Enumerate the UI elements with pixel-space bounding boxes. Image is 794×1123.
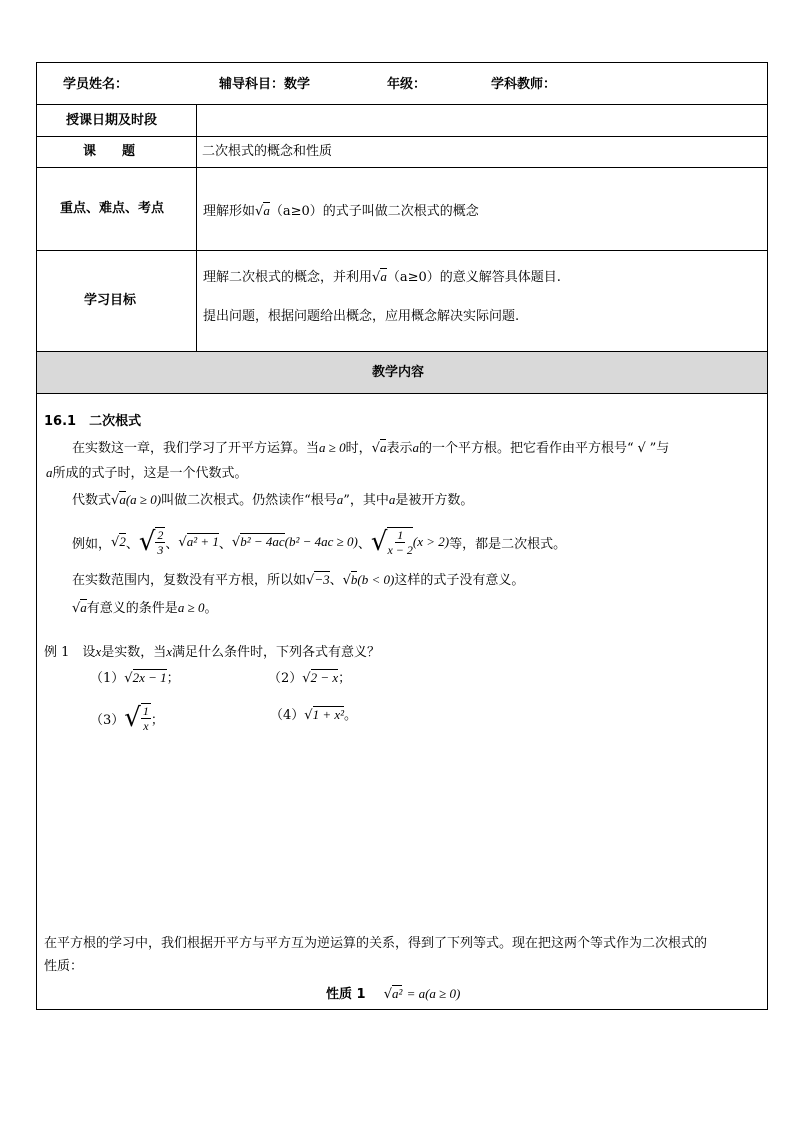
table-border-bottom: [36, 1009, 768, 1010]
sqrt-expression: √a² + 1: [178, 534, 219, 550]
sqrt-expression: √2x − 1: [124, 670, 167, 686]
row-divider: [36, 393, 768, 394]
goal-label: 学习目标: [84, 293, 137, 308]
sqrt-expression: √a: [255, 203, 270, 219]
student-name-label: 学员姓名：: [63, 77, 129, 92]
section-header: 教学内容: [372, 365, 425, 380]
goal-line-1: 理解二次根式的概念，并利用√a（a≥0）的意义解答具体题目.: [203, 269, 561, 285]
sqrt-expression: √a: [371, 440, 387, 456]
sqrt-expression: √a: [72, 600, 87, 616]
sqrt-fraction: √ 2 3: [138, 527, 164, 557]
date-label: 授课日期及时段: [66, 113, 158, 128]
sqrt-expression: √b² − 4ac: [231, 534, 285, 550]
sqrt-expression: √a: [372, 269, 387, 285]
sqrt-expression: √a²: [383, 986, 403, 1002]
sqrt-expression: √a: [111, 492, 126, 508]
radical-sign: √: [372, 270, 381, 285]
example-1-question: 例 1 设x是实数，当x满足什么条件时，下列各式有意义？: [44, 644, 380, 660]
sqrt-expression: √b: [342, 572, 358, 588]
teacher-label: 学科教师：: [491, 77, 557, 92]
paragraph-4: 在实数范围内，复数没有平方根，所以如√−3、√b(b < 0)这样的式子没有意义。: [72, 572, 525, 588]
paragraph-2: 代数式√a(a ≥ 0)叫做二次根式。仍然读作“根号a”，其中a是被开方数。: [72, 492, 474, 508]
sqrt-expression: √2: [111, 534, 126, 550]
properties-intro-line-2: 性质：: [44, 959, 84, 974]
paragraph-3-examples: 例如， √2 、 √ 2 3 、 √a² + 1 、 √b² − 4ac (b² − 4ac ≥ 0) 、 √ 1 x − 2 (x > 2) 等，都是二次根式。: [72, 527, 567, 557]
topic-value: 二次根式的概念和性质: [202, 144, 333, 159]
keypoint-value: 理解形如√a（a≥0）的式子叫做二次根式的概念: [203, 203, 479, 219]
topic-label: 课 题: [83, 144, 136, 159]
example-1-item-4: （4）√1 + x²。: [270, 707, 358, 723]
table-border-left: [36, 62, 37, 1010]
example-1-item-3: （3） √ 1 x ；: [90, 703, 164, 733]
sqrt-expression: √2 − x: [302, 670, 339, 686]
radical-symbol-icon: √: [637, 441, 646, 456]
sqrt-fraction: √ 1 x − 2: [370, 527, 413, 557]
paragraph-1-line-1: 在实数这一章，我们学习了开平方运算。当a ≥ 0时，√a表示a的一个平方根。把它看作由平方根号“ √ ”与: [72, 440, 670, 456]
property-1: 性质 1 √a² = a(a ≥ 0): [326, 986, 461, 1002]
paragraph-5: √a有意义的条件是a ≥ 0。: [72, 600, 218, 616]
properties-intro-line-1: 在平方根的学习中，我们根据开平方与平方互为逆运算的关系，得到了下列等式。现在把这两个等式作为二次根式的: [44, 936, 708, 951]
sqrt-fraction: √ 1 x: [124, 703, 149, 733]
subject-label: 辅导科目：数学: [219, 77, 311, 92]
sqrt-expression: √1 + x²: [304, 707, 345, 723]
row-divider: [36, 104, 768, 105]
keypoint-label: 重点、难点、考点: [60, 201, 165, 216]
example-1-item-2: （2）√2 − x；: [268, 670, 352, 686]
column-divider: [196, 104, 197, 351]
section-title: 16.1 二次根式: [44, 414, 142, 429]
row-divider: [36, 167, 768, 168]
grade-label: 年级：: [387, 77, 427, 92]
radical-sign: √: [255, 204, 264, 219]
table-border-right: [767, 62, 768, 1010]
row-divider: [36, 250, 768, 251]
paragraph-1-line-2: a所成的式子时，这是一个代数式。: [46, 465, 248, 481]
goal-line-2: 提出问题，根据问题给出概念，应用概念解决实际问题.: [203, 309, 520, 324]
sqrt-expression: √−3: [306, 572, 330, 588]
row-divider: [36, 136, 768, 137]
table-border-top: [36, 62, 768, 63]
example-1-item-1: （1）√2x − 1；: [90, 670, 180, 686]
